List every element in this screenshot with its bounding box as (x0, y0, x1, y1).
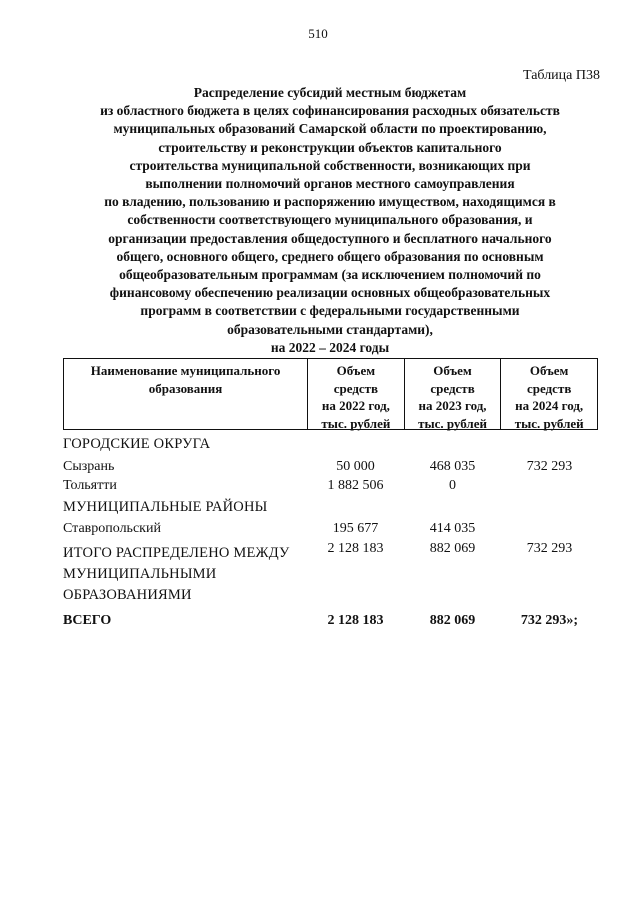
header-text: тыс. рублей (321, 415, 391, 431)
title-line: Распределение субсидий местным бюджетам (193, 85, 467, 100)
title-line: строительства муниципальной собственности, возникающих при (129, 157, 531, 173)
title-line: общеобразовательным программам (за исключением полномочий по (119, 267, 541, 283)
title-line: муниципальных образований Самарской области по проектированию, (113, 121, 547, 137)
row-syzran-2023: 468 035 (429, 459, 476, 474)
title-line: общего, основного общего, среднего общего образования по основным (116, 248, 544, 264)
row-stavropolsky-2023: 414 035 (429, 521, 476, 536)
row-stavropolsky-name: Ставропольский (63, 521, 161, 536)
page-number: 510 (308, 26, 328, 41)
row-syzran-name: Сызрань (63, 459, 115, 474)
subtotal-label-line: ИТОГО РАСПРЕДЕЛЕНО МЕЖДУ (63, 545, 290, 561)
header-2023-column (404, 359, 501, 429)
subtotal-2022: 2 128 183 (327, 541, 384, 556)
row-tolyatti-2022: 1 882 506 (327, 478, 384, 493)
subtotal-label-line: ОБРАЗОВАНИЯМИ (63, 587, 192, 603)
row-stavropolsky-2022: 195 677 (332, 521, 379, 536)
table-id: Таблица П38 (523, 68, 600, 83)
document-title (40, 84, 620, 357)
subtotal-label (63, 543, 289, 606)
title-line: программ в соответствии с федеральными государственными (140, 303, 520, 319)
header-text: Объем (336, 363, 376, 378)
table-header (63, 358, 598, 430)
header-text: образования (148, 380, 223, 396)
title-line: выполнении полномочий органов местного самоуправления (145, 176, 515, 192)
header-text: на 2024 год, (515, 398, 584, 413)
header-text: средств (333, 380, 379, 396)
title-line: образовательными стандартами), (227, 321, 433, 337)
title-line: по владению, пользованию и распоряжению имуществом, находящимся в (104, 194, 556, 210)
row-syzran-2022: 50 000 (336, 459, 375, 474)
total-label: ВСЕГО (63, 613, 112, 628)
header-text: тыс. рублей (418, 415, 487, 431)
title-line: на 2022 – 2024 годы (270, 339, 390, 355)
section-districts-heading: МУНИЦИПАЛЬНЫЕ РАЙОНЫ (63, 499, 268, 515)
header-text: средств (430, 380, 475, 396)
section-urban-heading: ГОРОДСКИЕ ОКРУГА (63, 436, 211, 452)
row-tolyatti-2023: 0 (449, 478, 456, 493)
header-name-column (64, 359, 307, 429)
subtotal-2024: 732 293 (526, 541, 573, 556)
row-syzran-2024: 732 293 (526, 459, 573, 474)
header-text: средств (527, 380, 572, 396)
title-line: из областного бюджета в целях софинансирования расходных обязательств (100, 103, 560, 119)
title-line: собственности соответствующего муниципального образования, и (127, 212, 533, 228)
header-text: Объем (433, 363, 472, 378)
header-2024-column (500, 359, 597, 429)
header-2022-column (307, 359, 404, 429)
title-line: организации предоставления общедоступного и бесплатного начального (108, 230, 552, 246)
header-text: на 2023 год, (418, 398, 487, 413)
total-2023: 882 069 (429, 613, 476, 628)
header-text: тыс. рублей (514, 415, 584, 431)
subtotal-label-line: МУНИЦИПАЛЬНЫМИ (63, 566, 217, 582)
total-2022: 2 128 183 (327, 613, 384, 628)
header-text: на 2022 год, (321, 398, 390, 413)
title-line: строительству и реконструкции объектов капитального (158, 139, 502, 155)
header-text: Объем (529, 363, 569, 378)
title-line: финансовому обеспечению реализации основных общеобразовательных (109, 285, 551, 301)
subtotal-2023: 882 069 (429, 541, 476, 556)
header-text: Наименование муниципального (90, 363, 281, 378)
row-tolyatti-name: Тольятти (63, 478, 117, 493)
total-2024: 732 293»; (520, 613, 579, 628)
